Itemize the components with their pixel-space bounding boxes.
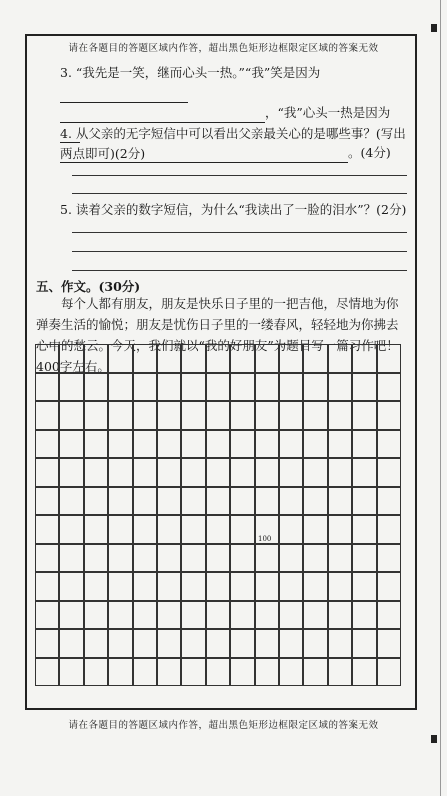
grid-cell[interactable] [84,430,108,459]
answer-blank[interactable] [60,108,265,123]
question-5-text: 5. 读着父亲的数字短信，为什么“我读出了一脸的泪水”？(2分) [60,202,407,217]
grid-cell[interactable] [84,544,108,573]
answer-line[interactable] [72,232,407,233]
grid-cell[interactable] [303,487,327,516]
grid-cell[interactable] [181,572,205,601]
grid-cell[interactable] [206,487,230,516]
grid-cell[interactable] [157,344,181,373]
grid-cell[interactable] [108,601,132,630]
grid-cell[interactable] [206,430,230,459]
grid-cell[interactable] [59,515,83,544]
grid-cell[interactable] [108,373,132,402]
grid-cell[interactable] [303,373,327,402]
grid-cell[interactable] [303,629,327,658]
question-3-line1: 3. “我先是一笑，继而心头一热。”“我”笑是因为 [60,65,321,80]
grid-cell[interactable] [377,487,401,516]
grid-cell[interactable] [133,572,157,601]
grid-cell[interactable] [206,515,230,544]
grid-cell[interactable] [352,629,376,658]
grid-cell[interactable] [352,658,376,687]
grid-cell[interactable] [206,373,230,402]
grid-cell[interactable] [352,373,376,402]
grid-cell[interactable] [133,658,157,687]
grid-cell[interactable] [157,515,181,544]
grid-cell[interactable] [108,544,132,573]
grid-cell[interactable] [206,658,230,687]
grid-cell[interactable] [255,544,279,573]
grid-cell[interactable] [377,572,401,601]
grid-cell[interactable] [352,401,376,430]
grid-cell[interactable] [377,458,401,487]
grid-cell[interactable] [206,344,230,373]
answer-line[interactable] [72,175,407,176]
grid-cell[interactable] [181,344,205,373]
grid-cell[interactable] [352,487,376,516]
grid-cell[interactable] [181,458,205,487]
grid-cell[interactable] [157,658,181,687]
grid-cell[interactable] [133,601,157,630]
grid-cell[interactable] [206,601,230,630]
grid-cell[interactable] [206,544,230,573]
grid-cell[interactable] [377,629,401,658]
grid-cell[interactable] [35,544,59,573]
grid-cell[interactable] [133,629,157,658]
grid-cell[interactable] [279,373,303,402]
grid-cell[interactable] [303,458,327,487]
grid-cell[interactable] [255,458,279,487]
grid-cell[interactable] [255,344,279,373]
grid-cell[interactable] [133,430,157,459]
grid-cell[interactable] [328,430,352,459]
grid-cell[interactable] [35,515,59,544]
grid-cell[interactable] [255,572,279,601]
grid-cell[interactable] [108,515,132,544]
grid-cell[interactable] [157,430,181,459]
grid-cell[interactable] [59,373,83,402]
essay-writing-grid[interactable] [35,344,401,686]
grid-cell[interactable] [230,629,254,658]
grid-cell[interactable] [59,572,83,601]
grid-cell[interactable] [352,572,376,601]
grid-cell[interactable] [59,401,83,430]
question-4-text: 4. 从父亲的无字短信中可以看出父亲最关心的是哪些事？(写出两点即可)(2分) [60,126,406,161]
essay-prompt: 每个人都有朋友，朋友是快乐日子里的一把吉他，尽情地为你弹奏生活的愉悦；朋友是忧伤日子里的一缕春风，轻轻地为你拂去心中的愁云。今天，我们就以“我的好朋友”为题目写一篇习作吧！400字左右。 [36,296,399,374]
grid-cell[interactable] [133,458,157,487]
grid-cell[interactable] [157,629,181,658]
grid-cell[interactable] [157,458,181,487]
grid-cell[interactable] [181,373,205,402]
grid-cell[interactable] [206,572,230,601]
grid-cell[interactable] [230,658,254,687]
grid-cell[interactable] [35,373,59,402]
grid-cell[interactable] [59,658,83,687]
grid-cell[interactable] [59,430,83,459]
grid-cell[interactable] [59,487,83,516]
answer-line[interactable] [72,193,407,194]
grid-cell[interactable] [303,344,327,373]
instruction-banner-bottom: 请在各题目的答题区域内作答，超出黑色矩形边框限定区域的答案无效 [68,720,379,731]
grid-cell[interactable] [108,629,132,658]
grid-cell[interactable] [181,515,205,544]
grid-cell[interactable] [35,458,59,487]
grid-cell[interactable] [230,401,254,430]
grid-cell[interactable] [35,401,59,430]
grid-cell[interactable] [133,487,157,516]
grid-cell[interactable] [352,601,376,630]
grid-cell[interactable] [328,401,352,430]
grid-cell[interactable] [84,515,108,544]
grid-cell[interactable] [84,487,108,516]
grid-cell[interactable] [157,401,181,430]
grid-cell[interactable] [133,544,157,573]
page-binding-edge [440,0,447,796]
grid-cell[interactable] [59,601,83,630]
grid-cell[interactable] [206,401,230,430]
grid-cell[interactable] [255,601,279,630]
grid-cell[interactable] [157,601,181,630]
grid-cell[interactable] [352,344,376,373]
answer-line[interactable] [72,251,407,252]
grid-cell[interactable] [181,544,205,573]
grid-cell[interactable] [328,544,352,573]
grid-cell[interactable] [377,344,401,373]
grid-cell[interactable] [35,344,59,373]
grid-cell[interactable] [230,572,254,601]
grid-cell[interactable] [255,401,279,430]
grid-cell[interactable] [352,544,376,573]
grid-cell[interactable] [279,658,303,687]
grid-cell[interactable] [303,515,327,544]
grid-cell[interactable] [59,344,83,373]
grid-cell[interactable] [303,572,327,601]
question-5 [60,200,410,220]
grid-cell[interactable] [181,430,205,459]
grid-cell[interactable] [206,629,230,658]
grid-cell[interactable] [377,658,401,687]
grid-cell[interactable] [303,430,327,459]
grid-cell[interactable] [279,572,303,601]
registration-mark [431,735,437,743]
grid-cell[interactable] [377,401,401,430]
grid-cell[interactable] [108,401,132,430]
grid-cell[interactable] [84,344,108,373]
grid-cell[interactable] [133,373,157,402]
grid-cell[interactable] [303,401,327,430]
question-3-line2: ，“我”心头一热是因为 [265,105,391,120]
grid-cell[interactable] [303,544,327,573]
grid-cell[interactable] [108,430,132,459]
grid-cell[interactable] [206,458,230,487]
grid-cell[interactable] [255,373,279,402]
grid-cell[interactable] [279,544,303,573]
grid-cell[interactable] [377,430,401,459]
grid-cell[interactable] [230,458,254,487]
grid-cell[interactable] [377,544,401,573]
grid-cell[interactable] [157,544,181,573]
grid-cell[interactable] [230,487,254,516]
grid-cell[interactable] [181,601,205,630]
grid-cell[interactable] [35,572,59,601]
grid-cell[interactable] [108,344,132,373]
grid-cell[interactable] [255,658,279,687]
grid-cell[interactable] [84,601,108,630]
grid-cell[interactable] [181,401,205,430]
grid-cell[interactable] [255,629,279,658]
grid-cell[interactable] [35,430,59,459]
grid-cell[interactable] [328,344,352,373]
grid-cell[interactable] [84,629,108,658]
grid-cell[interactable] [133,401,157,430]
answer-blank[interactable] [60,88,188,103]
grid-cell[interactable] [59,544,83,573]
grid-cell[interactable] [279,629,303,658]
grid-cell[interactable] [328,601,352,630]
grid-cell[interactable] [303,658,327,687]
grid-cell[interactable] [157,487,181,516]
grid-cell[interactable] [328,572,352,601]
grid-cell[interactable] [328,658,352,687]
grid-cell[interactable] [230,430,254,459]
grid-cell[interactable] [108,572,132,601]
grid-cell[interactable] [108,487,132,516]
grid-cell[interactable] [84,658,108,687]
answer-line[interactable] [72,270,407,271]
grid-cell[interactable] [255,430,279,459]
grid-cell[interactable] [230,601,254,630]
grid-cell[interactable] [352,430,376,459]
grid-cell[interactable] [35,601,59,630]
grid-cell[interactable] [377,601,401,630]
grid-cell[interactable] [108,458,132,487]
grid-cell[interactable] [328,458,352,487]
grid-cell[interactable] [328,629,352,658]
question-4 [60,124,410,164]
grid-cell[interactable] [328,515,352,544]
grid-cell[interactable] [279,401,303,430]
instruction-banner-top: 请在各题目的答题区域内作答，超出黑色矩形边框限定区域的答案无效 [68,43,379,54]
grid-cell[interactable] [255,487,279,516]
grid-cell[interactable] [230,515,254,544]
grid-cell[interactable] [279,344,303,373]
grid-cell[interactable] [279,515,303,544]
registration-mark [431,24,437,32]
grid-cell[interactable] [84,373,108,402]
grid-cell[interactable] [328,373,352,402]
character-count-mark: 100 [258,535,272,543]
grid-cell[interactable] [157,373,181,402]
grid-cell[interactable] [133,515,157,544]
grid-cell[interactable] [279,487,303,516]
grid-cell[interactable] [35,487,59,516]
grid-cell[interactable] [181,658,205,687]
grid-cell[interactable] [35,629,59,658]
grid-cell[interactable] [181,629,205,658]
grid-cell[interactable] [230,344,254,373]
grid-cell[interactable] [377,373,401,402]
grid-cell[interactable] [59,629,83,658]
grid-cell[interactable] [35,658,59,687]
grid-cell[interactable] [352,458,376,487]
grid-cell[interactable] [279,601,303,630]
section-title: 五、作文。(30分) [36,279,141,294]
grid-cell[interactable] [84,401,108,430]
grid-cell[interactable] [279,458,303,487]
grid-cell[interactable] [84,458,108,487]
grid-cell[interactable] [303,601,327,630]
grid-cell[interactable] [377,515,401,544]
grid-cell[interactable] [328,487,352,516]
grid-cell[interactable] [108,658,132,687]
grid-cell[interactable] [352,515,376,544]
question-3-score: 。(4分) [348,145,391,160]
grid-cell[interactable] [59,458,83,487]
grid-cell[interactable] [230,373,254,402]
grid-cell[interactable] [133,344,157,373]
grid-cell[interactable] [157,572,181,601]
grid-cell[interactable] [279,430,303,459]
grid-cell[interactable] [230,544,254,573]
grid-cell[interactable] [84,572,108,601]
grid-cell[interactable] [181,487,205,516]
